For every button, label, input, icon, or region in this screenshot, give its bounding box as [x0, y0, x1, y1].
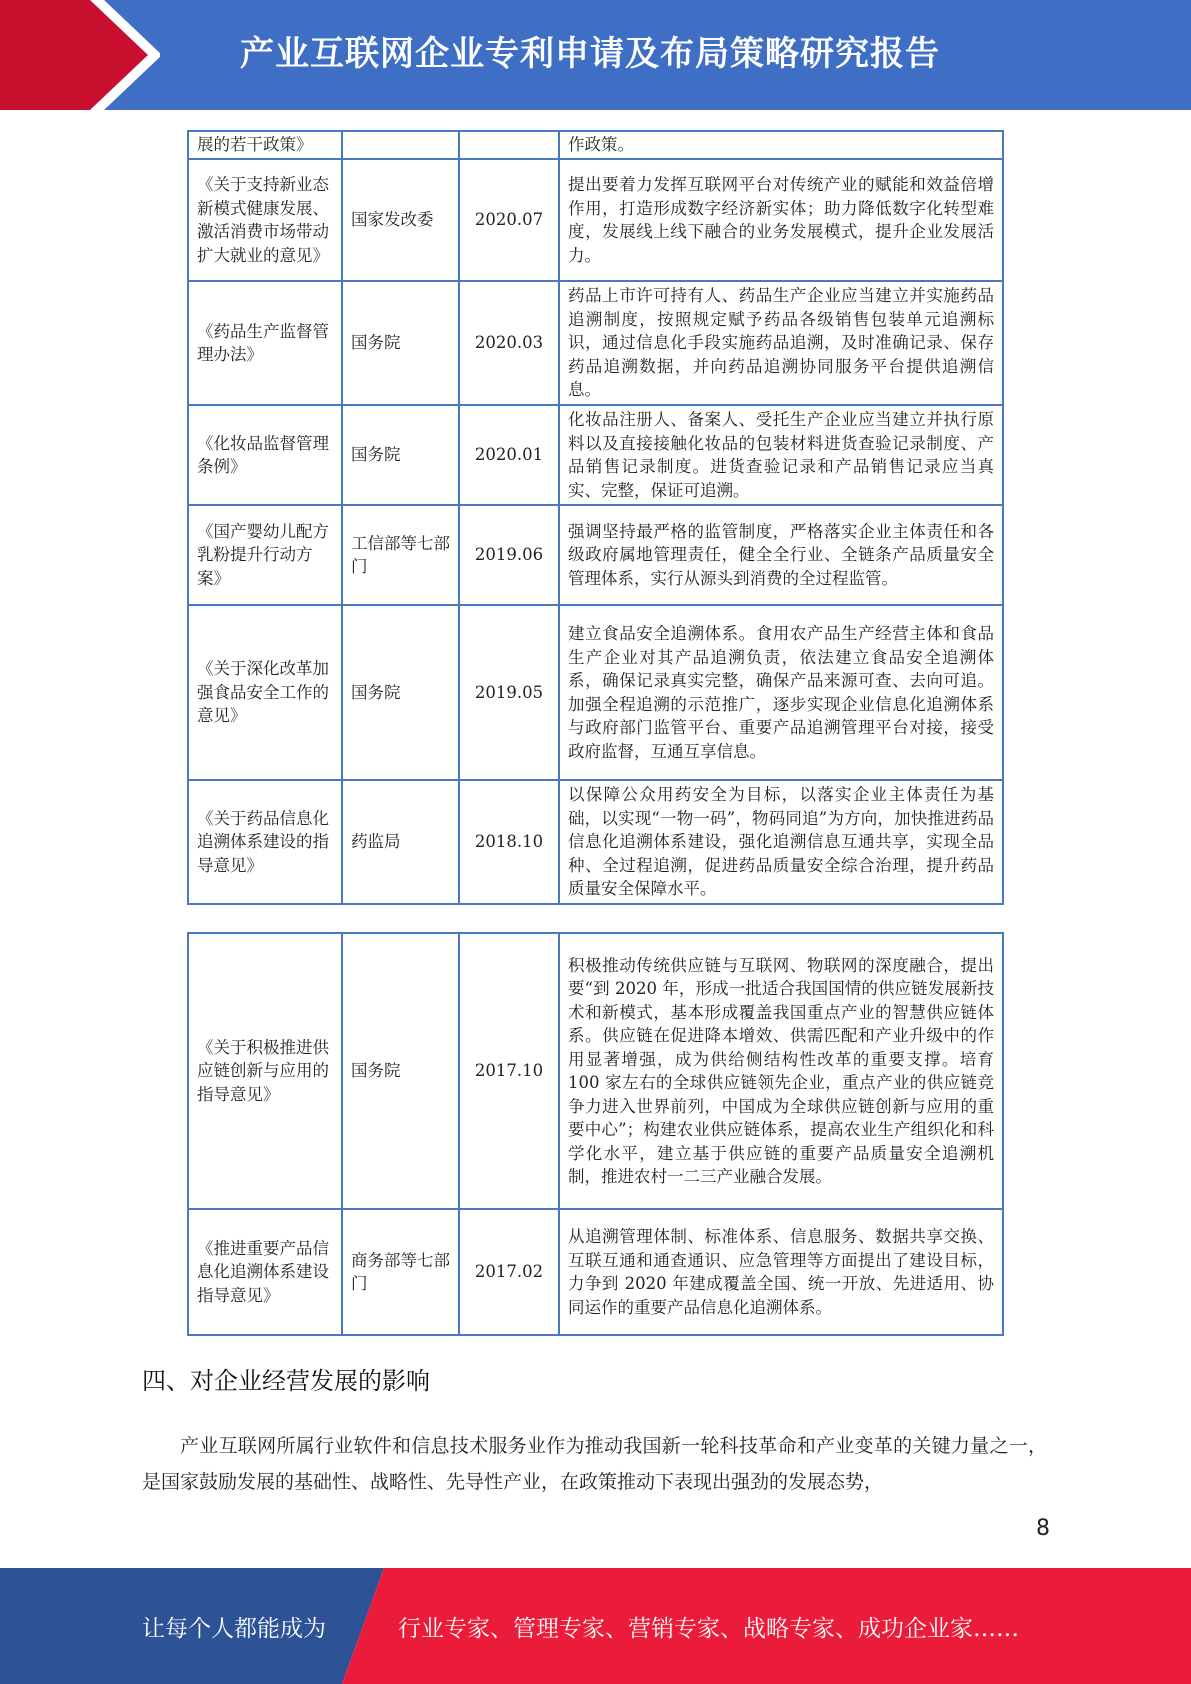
content-cell: 从追溯管理体制、标准体系、信息服务、数据共享交换、互联互通和通查通识、应急管理等方面提出了建设目标，力争到 2020 年建成覆盖全国、统一开放、先进适用、协同运作的重要产品信息化追溯体系。: [559, 1209, 1003, 1335]
doc-name-cell: 《关于深化改革加强食品安全工作的意见》: [188, 605, 342, 780]
date-cell: 2017.02: [459, 1209, 559, 1335]
date-cell: 2020.03: [459, 281, 559, 405]
content-cell: 积极推动传统供应链与互联网、物联网的深度融合，提出要“到 2020 年，形成一批适合我国国情的供应链发展新技术和新模式，基本形成覆盖我国重点产业的智慧供应链体系。供应链在促进降本增效、供需匹配和产业升级中的作用显著增强，成为供给侧结构性改革的重要支撑。培育 100 家左右的全球供应链领先企业，重点产业的供应链竞争力进入世界前列，中国成为全球供应链创新与应用的重要中心”；构建农业供应链体系，提高农业生产组织化和科学化水平，建立基于供应链的重要产品质量安全追溯机制，推进农村一二三产业融合发展。: [559, 933, 1003, 1209]
table-row: [188, 131, 1003, 159]
table-row: [188, 780, 1003, 904]
date-cell: 2019.05: [459, 605, 559, 780]
footer-slogan-left: 让每个人都能成为: [142, 1616, 326, 1642]
date-cell: [459, 131, 559, 159]
footer-slogan-right: 行业专家、管理专家、营销专家、战略专家、成功企业家……: [398, 1616, 1019, 1642]
page-footer: [0, 1568, 1191, 1684]
header-title: 产业互联网企业专利申请及布局策略研究报告: [240, 34, 940, 74]
page-header: [0, 0, 1191, 110]
header-chevron-icon: [0, 0, 160, 110]
date-cell: 2020.07: [459, 159, 559, 281]
table-row: [188, 405, 1003, 505]
table-row: [188, 281, 1003, 405]
page-number: 8: [1036, 1516, 1050, 1541]
issuer-cell: 国家发改委: [342, 159, 459, 281]
issuer-cell: 药监局: [342, 780, 459, 904]
policy-table-1: [187, 130, 1004, 905]
table-row: [188, 1209, 1003, 1335]
doc-name-cell: 《关于积极推进供应链创新与应用的指导意见》: [188, 933, 342, 1209]
table-row: [188, 933, 1003, 1209]
content-cell: 作政策。: [559, 131, 1003, 159]
issuer-cell: 国务院: [342, 281, 459, 405]
doc-name-cell: 《关于支持新业态新模式健康发展、激活消费市场带动扩大就业的意见》: [188, 159, 342, 281]
content-cell: 建立食品安全追溯体系。食用农产品生产经营主体和食品生产企业对其产品追溯负责，依法建立食品安全追溯体系，确保记录真实完整，确保产品来源可查、去向可追。加强全程追溯的示范推广，逐步实现企业信息化追溯体系与政府部门监管平台、重要产品追溯管理平台对接，接受政府监督，互通互享信息。: [559, 605, 1003, 780]
table-row: [188, 159, 1003, 281]
section-heading: 四、对企业经营发展的影响: [142, 1367, 430, 1395]
table-row: [188, 605, 1003, 780]
issuer-cell: 商务部等七部门: [342, 1209, 459, 1335]
doc-name-cell: 《国产婴幼儿配方乳粉提升行动方案》: [188, 505, 342, 605]
body-paragraph: 产业互联网所属行业软件和信息技术服务业作为推动我国新一轮科技革命和产业变革的关键力量之一，是国家鼓励发展的基础性、战略性、先导性产业，在政策推动下表现出强劲的发展态势，: [142, 1435, 1047, 1493]
issuer-cell: 国务院: [342, 933, 459, 1209]
issuer-cell: 国务院: [342, 605, 459, 780]
content-cell: 强调坚持最严格的监管制度，严格落实企业主体责任和各级政府属地管理责任，健全全行业、全链条产品质量安全管理体系，实行从源头到消费的全过程监管。: [559, 505, 1003, 605]
doc-name-cell: 展的若干政策》: [188, 131, 342, 159]
date-cell: 2018.10: [459, 780, 559, 904]
date-cell: 2017.10: [459, 933, 559, 1209]
date-cell: 2020.01: [459, 405, 559, 505]
issuer-cell: [342, 131, 459, 159]
issuer-cell: 国务院: [342, 405, 459, 505]
content-cell: 以保障公众用药安全为目标，以落实企业主体责任为基础，以实现“一物一码”，物码同追”为方向，加快推进药品信息化追溯体系建设，强化追溯信息互通共享，实现全品种、全过程追溯，促进药品质量安全综合治理，提升药品质量安全保障水平。: [559, 780, 1003, 904]
table-row: [188, 505, 1003, 605]
date-cell: 2019.06: [459, 505, 559, 605]
doc-name-cell: 《化妆品监督管理条例》: [188, 405, 342, 505]
content-cell: 提出要着力发挥互联网平台对传统产业的赋能和效益倍增作用，打造形成数字经济新实体；助力降低数字化转型难度，发展线上线下融合的业务发展模式，提升企业发展活力。: [559, 159, 1003, 281]
content-cell: 药品上市许可持有人、药品生产企业应当建立并实施药品追溯制度，按照规定赋予药品各级销售包装单元追溯标识，通过信息化手段实施药品追溯，及时准确记录、保存药品追溯数据，并向药品追溯协同服务平台提供追溯信息。: [559, 281, 1003, 405]
policy-table-2: [187, 932, 1004, 1336]
doc-name-cell: 《药品生产监督管理办法》: [188, 281, 342, 405]
content-cell: 化妆品注册人、备案人、受托生产企业应当建立并执行原料以及直接接触化妆品的包装材料进货查验记录制度、产品销售记录制度。进货查验记录和产品销售记录应当真实、完整，保证可追溯。: [559, 405, 1003, 505]
doc-name-cell: 《关于药品信息化追溯体系建设的指导意见》: [188, 780, 342, 904]
doc-name-cell: 《推进重要产品信息化追溯体系建设指导意见》: [188, 1209, 342, 1335]
issuer-cell: 工信部等七部门: [342, 505, 459, 605]
